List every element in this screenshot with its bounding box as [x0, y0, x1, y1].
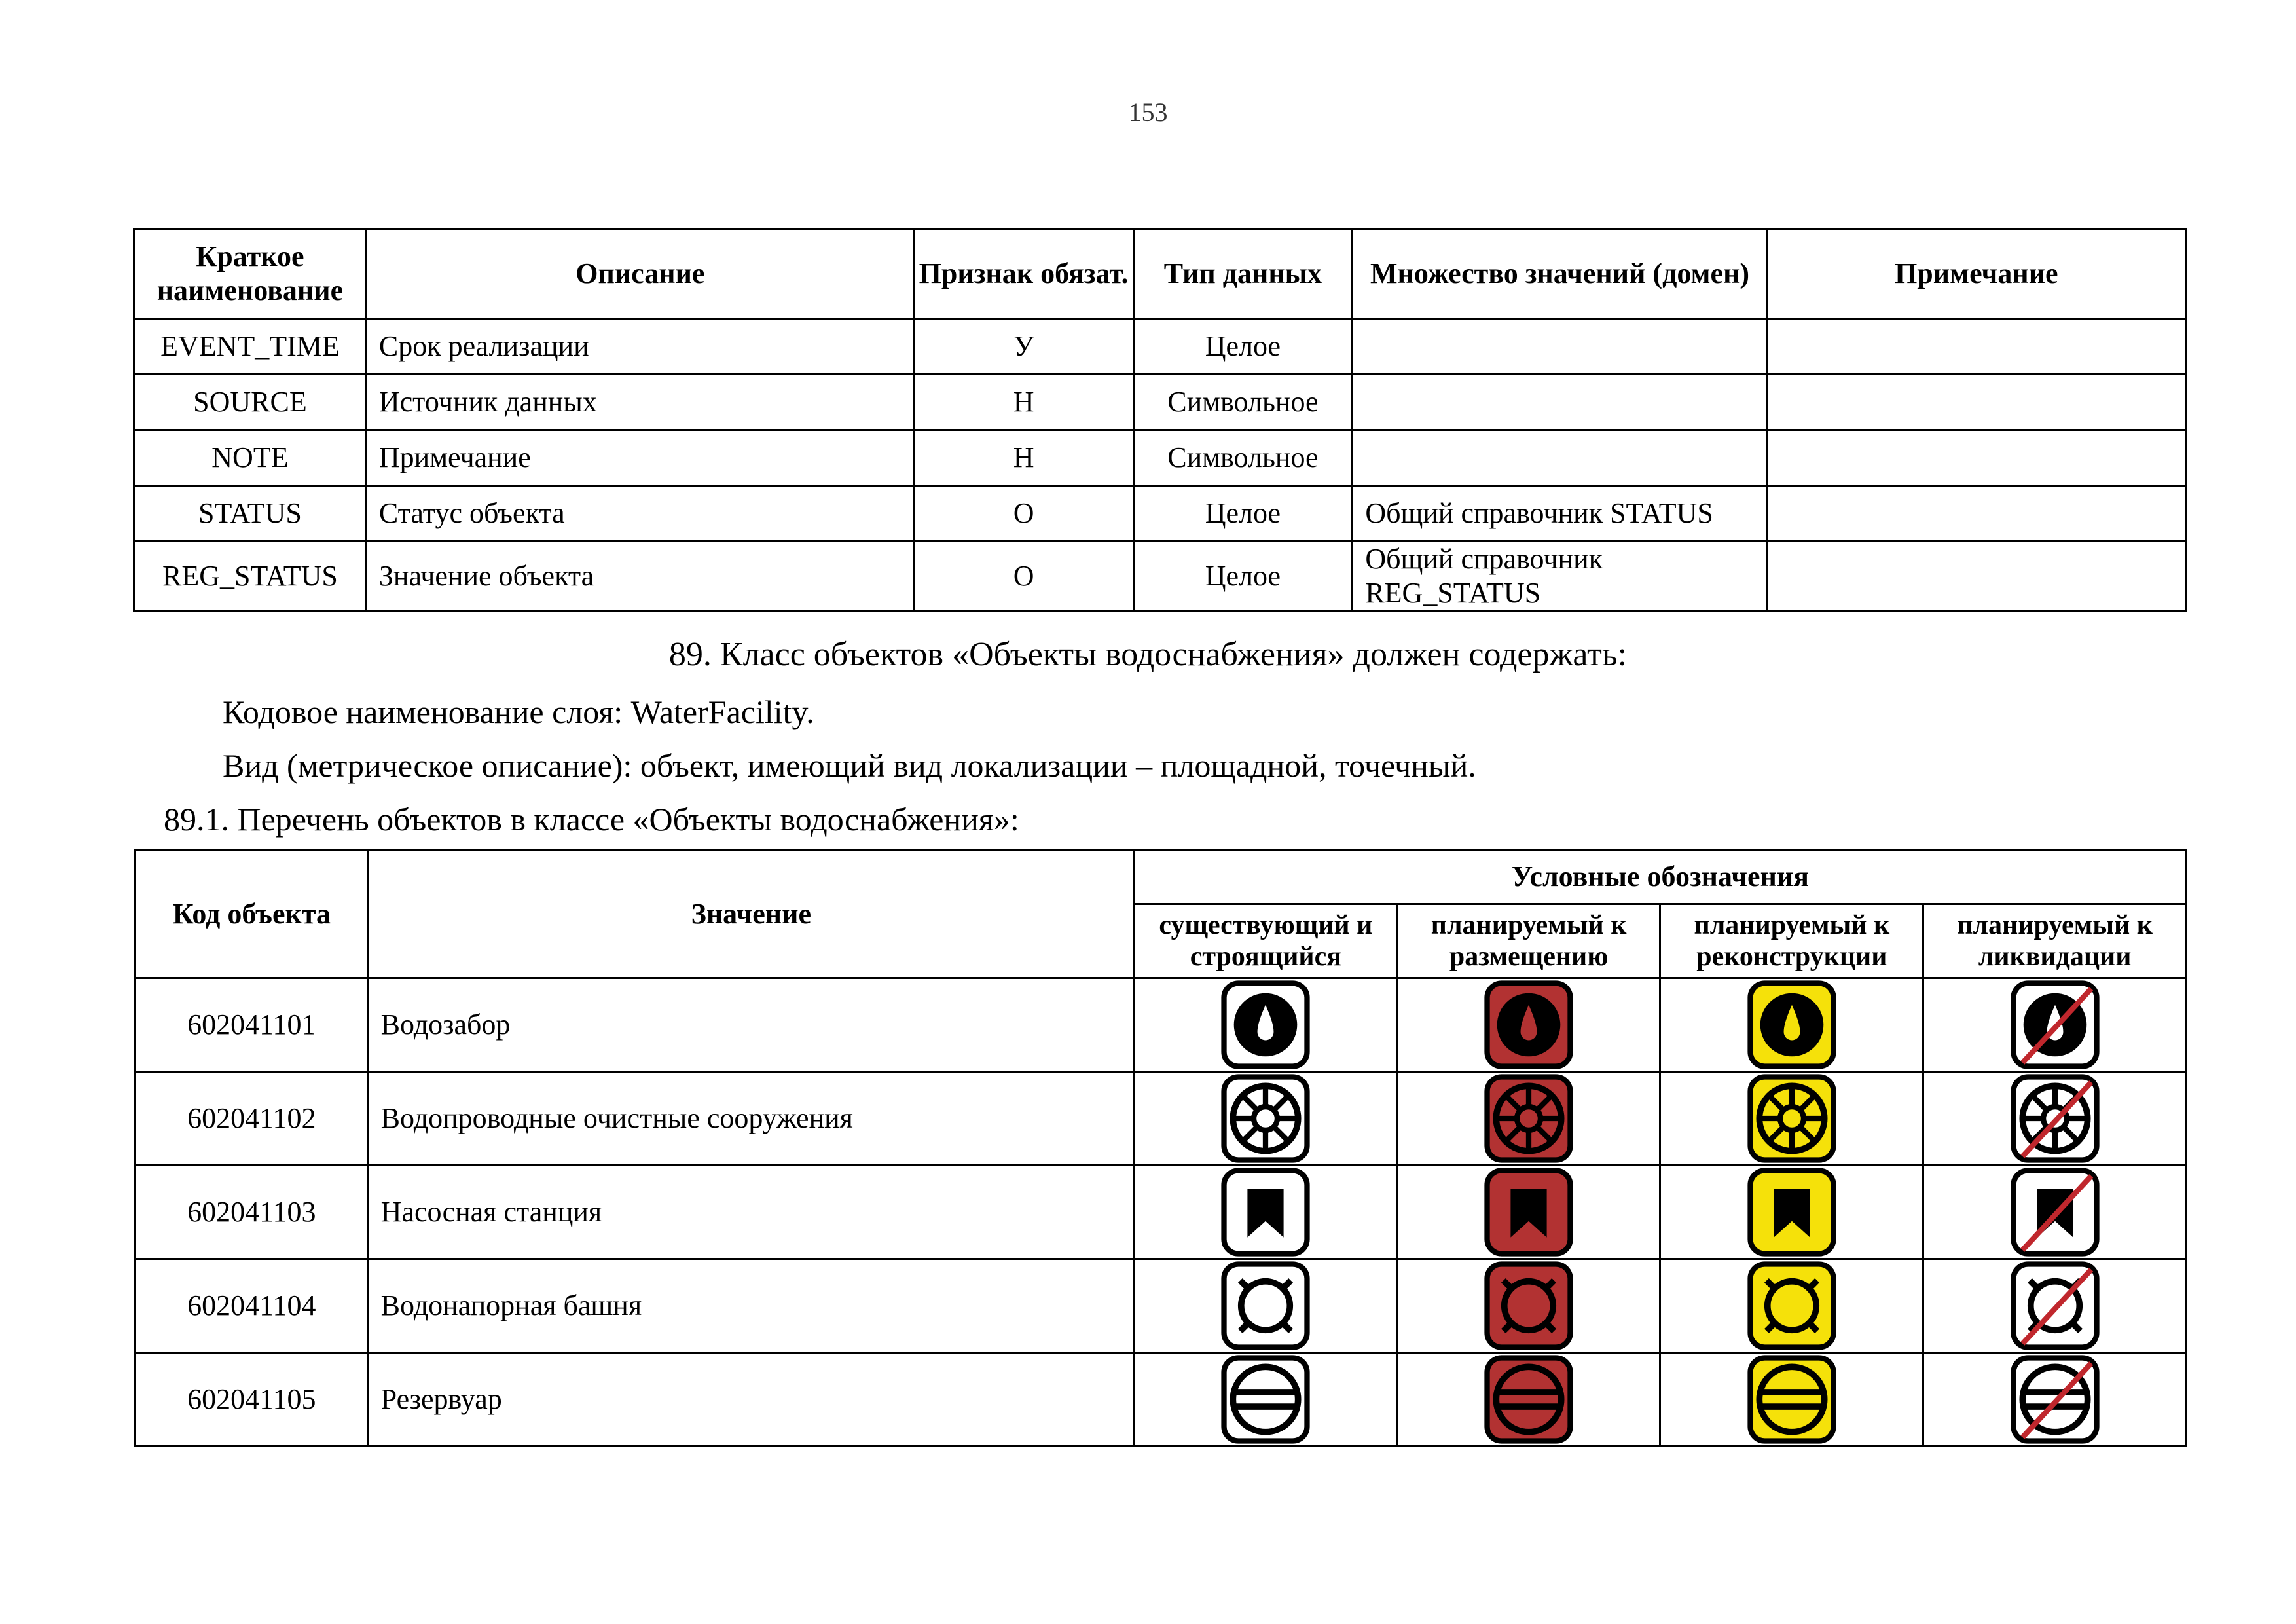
attributes-header-row — [134, 229, 2186, 319]
water-tower-icon — [1220, 1261, 1311, 1351]
cell-short-name: STATUS — [134, 486, 367, 542]
cell-short-name: EVENT_TIME — [134, 319, 367, 375]
cell-domain — [1353, 375, 1767, 430]
symbol-cell-planned-reconstruction — [1660, 1072, 1923, 1166]
reservoir-icon — [1220, 1354, 1311, 1445]
water-treatment-icon — [1747, 1073, 1837, 1164]
header-symbols-group: Условные обозначения — [1134, 850, 2186, 904]
symbol-cell-existing — [1134, 1353, 1397, 1447]
header-required: Признак обязат. — [914, 229, 1133, 319]
page-number: 153 — [1128, 98, 1168, 127]
cell-data-type: Целое — [1133, 542, 1353, 612]
reservoir-icon — [1484, 1354, 1574, 1445]
object-value: Водонапорная башня — [368, 1259, 1134, 1353]
table-row — [134, 542, 2186, 612]
symbol-cell-planned-reconstruction — [1660, 1259, 1923, 1353]
object-code: 602041101 — [136, 978, 369, 1072]
list-title: 89.1. Перечень объектов в классе «Объекты водоснабжения»: — [164, 801, 1019, 838]
header-data-type: Тип данных — [1133, 229, 1353, 319]
object-value: Насосная станция — [368, 1166, 1134, 1259]
symbol-cell-planned-liquidation — [1923, 978, 2187, 1072]
header-short-name: Краткое наименование — [134, 229, 367, 319]
symbol-cell-existing — [1134, 1072, 1397, 1166]
object-code: 602041103 — [136, 1166, 369, 1259]
cell-description: Значение объекта — [366, 542, 914, 612]
table-row — [134, 319, 2186, 375]
cell-note — [1767, 375, 2185, 430]
symbol-cell-planned-liquidation — [1923, 1166, 2187, 1259]
symbol-cell-planned-placement — [1397, 1353, 1660, 1447]
symbol-cell-existing — [1134, 1259, 1397, 1353]
cell-note — [1767, 319, 2185, 375]
table-row — [134, 486, 2186, 542]
cell-note — [1767, 430, 2185, 486]
water-tower-icon — [1747, 1261, 1837, 1351]
symbol-cell-planned-liquidation — [1923, 1072, 2187, 1166]
cell-data-type: Символьное — [1133, 430, 1353, 486]
object-value: Водозабор — [368, 978, 1134, 1072]
cell-domain: Общий справочник STATUS — [1353, 486, 1767, 542]
object-code: 602041105 — [136, 1353, 369, 1447]
water-treatment-icon — [1484, 1073, 1574, 1164]
symbol-cell-planned-liquidation — [1923, 1353, 2187, 1447]
symbol-cell-existing — [1134, 1166, 1397, 1259]
symbol-cell-planned-reconstruction — [1660, 1166, 1923, 1259]
layer-code-paragraph: Кодовое наименование слоя: WaterFacility. — [223, 693, 814, 730]
cell-domain — [1353, 319, 1767, 375]
symbol-cell-planned-liquidation — [1923, 1259, 2187, 1353]
water-tower-icon — [1484, 1261, 1574, 1351]
header-planned-placement: планируемый к размещению — [1397, 904, 1660, 978]
cell-note — [1767, 542, 2185, 612]
water-intake-icon — [1747, 980, 1837, 1070]
objects-table — [134, 849, 2187, 1447]
symbol-cell-existing — [1134, 978, 1397, 1072]
header-planned-reconstruction: планируемый к реконструкции — [1660, 904, 1923, 978]
cell-required: О — [914, 542, 1133, 612]
header-object-code: Код объекта — [136, 850, 369, 978]
cell-short-name: REG_STATUS — [134, 542, 367, 612]
cell-data-type: Целое — [1133, 319, 1353, 375]
reservoir-icon — [2010, 1354, 2100, 1445]
cell-description: Примечание — [366, 430, 914, 486]
pumping-station-icon — [1484, 1167, 1574, 1257]
symbol-cell-planned-reconstruction — [1660, 1353, 1923, 1447]
pumping-station-icon — [1220, 1167, 1311, 1257]
cell-description: Статус объекта — [366, 486, 914, 542]
cell-required: О — [914, 486, 1133, 542]
cell-required: Н — [914, 430, 1133, 486]
geometry-paragraph: Вид (метрическое описание): объект, имеющий вид локализации – площадной, точечный. — [223, 747, 1476, 784]
object-code: 602041104 — [136, 1259, 369, 1353]
object-value: Водопроводные очистные сооружения — [368, 1072, 1134, 1166]
section-heading: 89. Класс объектов «Объекты водоснабжения» должен содержать: — [668, 636, 1628, 673]
water-treatment-icon — [2010, 1073, 2100, 1164]
cell-domain: Общий справочник REG_STATUS — [1353, 542, 1767, 612]
water-intake-icon — [2010, 980, 2100, 1070]
cell-data-type: Целое — [1133, 486, 1353, 542]
symbol-cell-planned-placement — [1397, 1072, 1660, 1166]
object-value: Резервуар — [368, 1353, 1134, 1447]
cell-required: У — [914, 319, 1133, 375]
water-tower-icon — [2010, 1261, 2100, 1351]
symbol-cell-planned-placement — [1397, 1259, 1660, 1353]
water-treatment-icon — [1220, 1073, 1311, 1164]
symbol-cell-planned-placement — [1397, 1166, 1660, 1259]
table-row — [136, 978, 2187, 1072]
header-description: Описание — [366, 229, 914, 319]
pumping-station-icon — [1747, 1167, 1837, 1257]
table-row — [136, 1166, 2187, 1259]
cell-description: Срок реализации — [366, 319, 914, 375]
cell-short-name: NOTE — [134, 430, 367, 486]
cell-data-type: Символьное — [1133, 375, 1353, 430]
water-intake-icon — [1484, 980, 1574, 1070]
header-domain: Множество значений (домен) — [1353, 229, 1767, 319]
cell-description: Источник данных — [366, 375, 914, 430]
cell-domain — [1353, 430, 1767, 486]
table-row — [136, 1259, 2187, 1353]
objects-header-row — [136, 850, 2187, 904]
cell-required: Н — [914, 375, 1133, 430]
symbol-cell-planned-reconstruction — [1660, 978, 1923, 1072]
cell-note — [1767, 486, 2185, 542]
header-existing: существующий и строящийся — [1134, 904, 1397, 978]
header-planned-liquidation: планируемый к ликвидации — [1923, 904, 2187, 978]
cell-short-name: SOURCE — [134, 375, 367, 430]
header-value: Значение — [368, 850, 1134, 978]
water-intake-icon — [1220, 980, 1311, 1070]
pumping-station-icon — [2010, 1167, 2100, 1257]
object-code: 602041102 — [136, 1072, 369, 1166]
attributes-table — [133, 228, 2187, 612]
table-row — [134, 375, 2186, 430]
reservoir-icon — [1747, 1354, 1837, 1445]
header-note: Примечание — [1767, 229, 2185, 319]
symbol-cell-planned-placement — [1397, 978, 1660, 1072]
table-row — [136, 1072, 2187, 1166]
table-row — [136, 1353, 2187, 1447]
table-row — [134, 430, 2186, 486]
